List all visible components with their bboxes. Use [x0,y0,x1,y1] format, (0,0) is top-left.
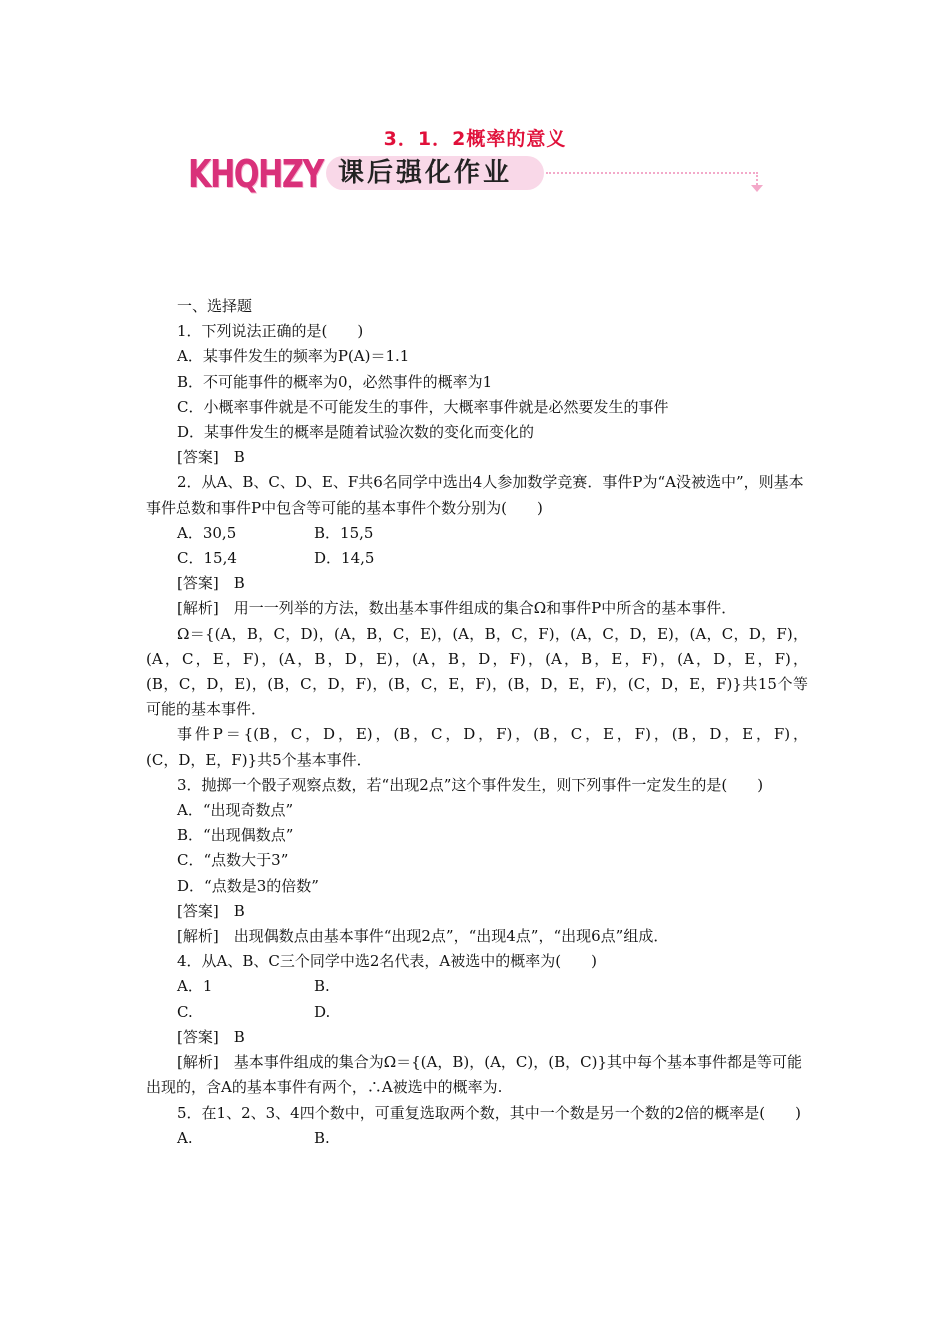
q2-answer: [答案] B [177,574,245,593]
q1-option-d: D．某事件发生的概率是随着试验次数的变化而变化的 [177,423,535,442]
q4-option-b: B. [314,977,330,996]
banner-dotted-line [546,172,758,174]
q2-explanation: [解析] 用一一列举的方法，数出基本事件组成的集合Ω和事件P中所含的基本事件． [177,599,737,618]
question-2: 2．从A、B、C、D、E、F共6名同学中选出4人参加数学竞赛．事件P为“A没被选中”，则基本事件总数和事件P中包含等可能的基本事件个数分别为( ) [146,473,804,517]
q3-option-a: A．“出现奇数点” [177,801,294,820]
q3-answer: [答案] B [177,901,245,920]
q4-answer: [答案] B [177,1027,245,1046]
q2-omega-line-3: (B，C，D，E)，(B，C，D，F)，(B，C，E，F)，(B，D，E，F)，(C，D，E，F)}共15个等 [146,675,808,694]
q2-omega-line-1: Ω＝{(A，B，C，D)，(A，B，C，E)，(A，B，C，F)，(A，C，D，E)，(A，C，D，F)， [177,624,808,643]
question-3: 3．抛掷一个骰子观察点数，若“出现2点”这个事件发生，则下列事件一定发生的是( ) [177,775,764,794]
q3-option-b: B．“出现偶数点” [177,826,294,845]
q4-explanation: [解析] 基本事件组成的集合为Ω＝{(A，B)，(A，C)，(B，C)}其中每个基本事件都是等可能出现的，含A的基本事件有两个，∴A被选中的概率为. [146,1053,803,1097]
question-5: 5．在1、2、3、4四个数中，可重复选取两个数，其中一个数是另一个数的2倍的概率是( ) [177,1103,801,1122]
question-4: 4．从A、B、C三个同学中选2名代表，A被选中的概率为( ) [177,952,597,971]
q2-omega-line-4: 可能的基本事件． [146,700,267,719]
q1-option-a: A．某事件发生的频率为P(A)＝1.1 [177,347,410,366]
q2-option-b: B．15,5 [314,523,374,542]
exercise-content [146,294,808,1151]
section-heading: 一、选择题 [177,297,253,315]
q4-option-c: C. [177,1002,193,1021]
question-1: 1．下列说法正确的是( ) [177,322,364,341]
q2-event-p-line-1: 事件P＝{(B，C，D，E)，(B，C，D，F)，(B，C，E，F)，(B，D，E，F)， [177,725,808,744]
q1-answer: [答案] B [177,448,245,467]
q3-option-d: D．“点数是3的倍数” [177,876,319,895]
q1-option-b: B．不可能事件的概率为0，必然事件的概率为1 [177,372,493,391]
arrow-down-icon [751,185,763,192]
page-title: 3．1．2概率的意义 [383,128,567,150]
q2-option-c: C．15,4 [177,549,237,568]
q1-option-c: C．小概率事件就是不可能发生的事件，大概率事件就是必然要发生的事件 [177,397,669,416]
q3-explanation: [解析] 出现偶数点由基本事件“出现2点”，“出现4点”，“出现6点”组成． [177,927,669,946]
q4-option-a: A．1 [177,977,213,996]
q4-options-row-1 [146,974,808,999]
q4-option-d: D. [314,1002,331,1021]
q4-options-row-2 [146,1000,808,1025]
q2-event-p-line-2: (C，D，E，F)}共5个基本事件． [146,750,372,769]
banner-logo: KHQHZY [188,152,323,196]
q5-options-row-1 [146,1126,808,1151]
banner-text: 课后强化作业 [338,158,513,188]
q5-option-b: B. [314,1128,330,1147]
q2-omega-line-2: (A，C，E，F)，(A，B，D，E)，(A，B，D，F)，(A，B，E，F)，(A，D，E，F)， [146,649,808,668]
q2-options-row-1 [146,521,808,546]
q2-option-d: D．14,5 [314,549,375,568]
q5-option-a: A. [177,1128,193,1147]
q2-option-a: A．30,5 [177,523,237,542]
q2-options-row-2 [146,546,808,571]
q3-option-c: C．“点数大于3” [177,851,289,870]
section-banner [188,150,768,198]
